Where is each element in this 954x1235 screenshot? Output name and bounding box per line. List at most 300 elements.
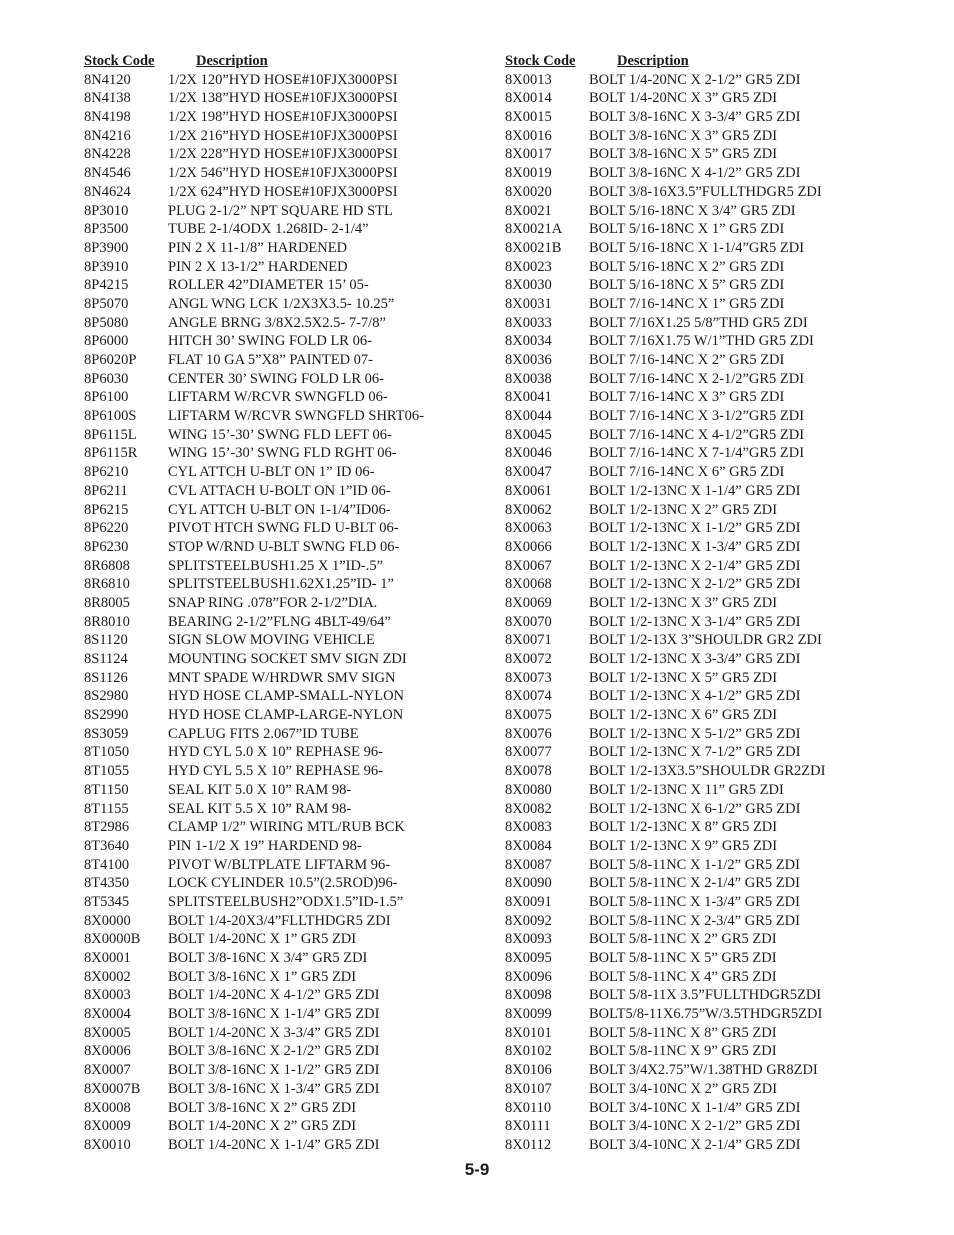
parts-row	[505, 258, 855, 277]
part-description: HYD CYL 5.0 X 10” REPHASE 96-	[168, 744, 383, 761]
stock-code: 8S3059	[84, 725, 129, 742]
parts-row	[84, 202, 464, 221]
parts-row	[84, 743, 464, 762]
part-description: CAPLUG FITS 2.067”ID TUBE	[168, 725, 359, 742]
parts-row	[84, 1024, 464, 1043]
part-description: WING 15’-30’ SWNG FLD RGHT 06-	[168, 445, 397, 462]
part-description: BOLT 5/16-18NC X 2” GR5 ZDI	[589, 258, 785, 275]
parts-column-left	[84, 52, 464, 1155]
stock-code: 8R6808	[84, 557, 130, 574]
stock-code: 8X0016	[505, 127, 552, 144]
part-description: BOLT 3/8-16NC X 1-1/4” GR5 ZDI	[168, 1006, 380, 1023]
part-description: SEAL KIT 5.5 X 10” RAM 98-	[168, 800, 352, 817]
part-description: BOLT 3/8-16NC X 2-1/2” GR5 ZDI	[168, 1043, 380, 1060]
stock-code: 8P3010	[84, 202, 129, 219]
part-description: BOLT 3/8-16X3.5”FULLTHDGR5 ZDI	[589, 183, 822, 200]
stock-code: 8X0101	[505, 1024, 552, 1041]
stock-code: 8P6211	[84, 482, 128, 499]
part-description: BOLT 5/16-18NC X 1-1/4”GR5 ZDI	[589, 239, 805, 256]
stock-code: 8X0076	[505, 725, 552, 742]
parts-row	[84, 874, 464, 893]
parts-row	[505, 968, 855, 987]
parts-row	[505, 1042, 855, 1061]
stock-code: 8P6000	[84, 333, 129, 350]
stock-code: 8X0044	[505, 408, 552, 425]
parts-row	[505, 388, 855, 407]
part-description: WING 15’-30’ SWNG FLD LEFT 06-	[168, 426, 392, 443]
part-description: CENTER 30’ SWING FOLD LR 06-	[168, 370, 385, 387]
parts-row	[84, 332, 464, 351]
stock-code: 8N4624	[84, 183, 131, 200]
stock-code: 8X0031	[505, 295, 552, 312]
stock-code: 8X0046	[505, 445, 552, 462]
parts-row	[505, 613, 855, 632]
part-description: FLAT 10 GA 5”X8” PAINTED 07-	[168, 352, 374, 368]
parts-row	[84, 89, 464, 108]
parts-row	[505, 1136, 855, 1155]
part-description: HYD HOSE CLAMP-SMALL-NYLON	[168, 688, 405, 705]
stock-code: 8X0098	[505, 987, 552, 1004]
part-description: BOLT 5/16-18NC X 3/4” GR5 ZDI	[589, 202, 796, 219]
parts-row	[84, 519, 464, 538]
part-description: BOLT 1/2-13NC X 5-1/2” GR5 ZDI	[589, 725, 801, 742]
parts-row	[84, 613, 464, 632]
part-description: BOLT 1/2-13X 3”SHOULDR GR2 ZDI	[589, 632, 822, 649]
part-description: LIFTARM W/RCVR SWNGFLD 06-	[168, 389, 388, 406]
part-description: TUBE 2-1/4ODX 1.268ID- 2-1/4”	[168, 221, 369, 238]
parts-row	[505, 332, 855, 351]
parts-row	[84, 687, 464, 706]
parts-row	[505, 912, 855, 931]
parts-row	[505, 127, 855, 146]
stock-code: 8X0090	[505, 875, 552, 892]
stock-code: 8X0006	[84, 1043, 131, 1060]
stock-code: 8P6115R	[84, 445, 138, 462]
part-description: SPLITSTEELBUSH1.62X1.25”ID- 1”	[168, 576, 394, 593]
part-description: MNT SPADE W/HRDWR SMV SIGN	[168, 669, 396, 686]
parts-row	[84, 949, 464, 968]
stock-code: 8X0091	[505, 893, 552, 910]
part-description: PLUG 2-1/2” NPT SQUARE HD STL	[168, 202, 393, 219]
parts-row	[505, 426, 855, 445]
part-description: BOLT 5/8-11NC X 2-3/4” GR5 ZDI	[589, 912, 800, 929]
part-description: BOLT 1/4-20NC X 2” GR5 ZDI	[168, 1118, 357, 1135]
stock-code: 8P6215	[84, 501, 129, 518]
description-header: Description	[617, 53, 689, 69]
part-description: BOLT 3/8-16NC X 1” GR5 ZDI	[168, 968, 357, 985]
stock-code: 8X0092	[505, 912, 552, 929]
stock-code: 8P6115L	[84, 426, 137, 443]
part-description: 1/2X 228”HYD HOSE#10FJX3000PSI	[168, 146, 398, 163]
part-description: BOLT 1/4-20NC X 2-1/2” GR5 ZDI	[589, 71, 801, 88]
part-description: ANGL WNG LCK 1/2X3X3.5- 10.25”	[168, 295, 395, 312]
parts-row	[84, 893, 464, 912]
parts-row	[505, 351, 855, 370]
parts-row	[84, 295, 464, 314]
part-description: BOLT 5/8-11NC X 1-3/4” GR5 ZDI	[589, 893, 800, 910]
stock-code: 8X0038	[505, 370, 552, 387]
stock-code: 8X0084	[505, 837, 552, 854]
parts-row	[505, 557, 855, 576]
parts-row	[505, 631, 855, 650]
parts-row	[84, 71, 464, 90]
stock-code: 8X0015	[505, 109, 552, 126]
part-description: BOLT 1/4-20X3/4”FLLTHDGR5 ZDI	[168, 912, 391, 929]
part-description: BOLT 7/16-14NC X 6” GR5 ZDI	[589, 464, 785, 481]
parts-row	[505, 818, 855, 837]
stock-code: 8X0021	[505, 202, 552, 219]
parts-row	[84, 351, 464, 370]
part-description: BOLT 3/8-16NC X 3” GR5 ZDI	[589, 127, 778, 144]
part-description: BOLT 1/2-13NC X 3” GR5 ZDI	[589, 594, 778, 611]
stock-code: 8T2986	[84, 819, 130, 836]
stock-code: 8X0083	[505, 819, 552, 836]
stock-code: 8X0000B	[84, 931, 141, 948]
stock-code: 8P6230	[84, 538, 129, 555]
parts-row	[505, 164, 855, 183]
part-description: ROLLER 42”DIAMETER 15’ 05-	[168, 277, 369, 294]
part-description: BOLT 3/4X2.75”W/1.38THD GR8ZDI	[589, 1062, 818, 1079]
stock-code: 8X0077	[505, 744, 552, 761]
stock-code: 8X0066	[505, 538, 552, 555]
part-description: BOLT 3/8-16NC X 2” GR5 ZDI	[168, 1099, 357, 1116]
stock-code: 8X0099	[505, 1006, 552, 1023]
part-description: PIVOT W/BLTPLATE LIFTARM 96-	[168, 856, 391, 873]
part-description: BOLT 7/16-14NC X 2” GR5 ZDI	[589, 352, 785, 368]
parts-row	[84, 258, 464, 277]
part-description: BOLT 1/2-13NC X 2-1/4” GR5 ZDI	[589, 557, 801, 574]
parts-row	[84, 1099, 464, 1118]
stock-code: 8X0009	[84, 1118, 131, 1135]
parts-row	[84, 930, 464, 949]
stock-code: 8X0045	[505, 426, 552, 443]
stock-code: 8X0008	[84, 1099, 131, 1116]
stock-code: 8X0087	[505, 856, 552, 873]
part-description: BOLT 5/8-11NC X 2” GR5 ZDI	[589, 931, 777, 948]
stock-code: 8T4350	[84, 875, 130, 892]
parts-row	[505, 743, 855, 762]
part-description: BOLT 3/8-16NC X 3/4” GR5 ZDI	[168, 950, 368, 966]
parts-row	[505, 202, 855, 221]
stock-code: 8X0062	[505, 501, 552, 518]
parts-row	[505, 407, 855, 426]
stock-code: 8X0007B	[84, 1080, 141, 1097]
parts-row	[505, 538, 855, 557]
parts-row	[505, 706, 855, 725]
parts-row	[84, 220, 464, 239]
part-description: SPLITSTEELBUSH2”ODX1.5”ID-1.5”	[168, 893, 404, 910]
parts-row	[84, 164, 464, 183]
part-description: BOLT 1/4-20NC X 3” GR5 ZDI	[589, 90, 778, 107]
parts-row	[84, 706, 464, 725]
stock-code: 8X0106	[505, 1062, 552, 1079]
parts-row	[505, 930, 855, 949]
part-description: BOLT 7/16-14NC X 1” GR5 ZDI	[589, 295, 785, 312]
parts-row	[505, 1080, 855, 1099]
part-description: PIN 1-1/2 X 19” HARDEND 98-	[168, 837, 362, 854]
parts-row	[84, 314, 464, 333]
part-description: BOLT 1/2-13X3.5”SHOULDR GR2ZDI	[589, 763, 826, 780]
parts-row	[505, 1099, 855, 1118]
part-description: LOCK CYLINDER 10.5”(2.5ROD)96-	[168, 875, 398, 892]
parts-row	[84, 444, 464, 463]
part-description: STOP W/RND U-BLT SWNG FLD 06-	[168, 538, 400, 555]
parts-row	[84, 407, 464, 426]
parts-row	[84, 370, 464, 389]
stock-code: 8T1150	[84, 781, 129, 798]
part-description: SNAP RING .078”FOR 2-1/2”DIA.	[168, 594, 378, 611]
parts-row	[505, 687, 855, 706]
parts-row	[505, 444, 855, 463]
part-description: BOLT 1/2-13NC X 3-1/4” GR5 ZDI	[589, 613, 801, 630]
parts-row	[505, 89, 855, 108]
parts-row	[505, 762, 855, 781]
parts-row	[505, 874, 855, 893]
parts-row	[84, 1042, 464, 1061]
part-description: BOLT 7/16-14NC X 3” GR5 ZDI	[589, 389, 785, 406]
parts-row	[505, 519, 855, 538]
stock-code-header: Stock Code	[84, 53, 155, 69]
part-description: BOLT 7/16-14NC X 7-1/4”GR5 ZDI	[589, 445, 805, 462]
stock-code: 8S2980	[84, 688, 129, 705]
stock-code: 8P6220	[84, 520, 129, 537]
part-description: MOUNTING SOCKET SMV SIGN ZDI	[168, 651, 407, 667]
part-description: BOLT 5/16-18NC X 1” GR5 ZDI	[589, 221, 785, 238]
parts-row	[84, 1005, 464, 1024]
stock-code: 8T1055	[84, 763, 130, 780]
stock-code: 8X0033	[505, 314, 552, 331]
stock-code: 8X0063	[505, 520, 552, 537]
parts-row	[84, 781, 464, 800]
part-description: ANGLE BRNG 3/8X2.5X2.5- 7-7/8”	[168, 314, 386, 331]
stock-code: 8S1126	[84, 669, 128, 686]
stock-code: 8X0001	[84, 950, 131, 966]
parts-row	[505, 949, 855, 968]
part-description: BOLT 1/2-13NC X 3-3/4” GR5 ZDI	[589, 651, 801, 667]
part-description: BOLT 3/4-10NC X 2-1/4” GR5 ZDI	[589, 1136, 801, 1153]
part-description: CYL ATTCH U-BLT ON 1” ID 06-	[168, 464, 375, 481]
part-description: BOLT 3/4-10NC X 2” GR5 ZDI	[589, 1080, 778, 1097]
parts-row	[84, 1080, 464, 1099]
parts-row	[505, 986, 855, 1005]
part-description: 1/2X 198”HYD HOSE#10FJX3000PSI	[168, 109, 398, 126]
stock-code: 8P6100	[84, 389, 129, 406]
parts-row	[84, 669, 464, 688]
part-description: BOLT 7/16-14NC X 3-1/2”GR5 ZDI	[589, 408, 805, 425]
stock-code: 8X0061	[505, 482, 552, 499]
part-description: 1/2X 138”HYD HOSE#10FJX3000PSI	[168, 90, 398, 107]
parts-row	[505, 482, 855, 501]
stock-code: 8X0075	[505, 707, 552, 724]
parts-row	[84, 986, 464, 1005]
stock-code: 8N4198	[84, 109, 131, 126]
stock-code: 8X0112	[505, 1136, 552, 1153]
stock-code: 8X0093	[505, 931, 552, 948]
stock-code: 8X0020	[505, 183, 552, 200]
part-description: CYL ATTCH U-BLT ON 1-1/4”ID06-	[168, 501, 391, 518]
parts-row	[84, 482, 464, 501]
stock-code: 8N4138	[84, 90, 131, 107]
stock-code: 8T1155	[84, 800, 129, 817]
parts-row	[84, 594, 464, 613]
parts-row	[84, 1061, 464, 1080]
parts-row	[84, 912, 464, 931]
stock-code: 8T3640	[84, 837, 130, 854]
stock-code: 8X0096	[505, 968, 552, 985]
part-description: BOLT 3/8-16NC X 5” GR5 ZDI	[589, 146, 778, 163]
parts-column-right	[505, 52, 855, 1155]
stock-code: 8S1120	[84, 632, 128, 649]
stock-code: 8T5345	[84, 893, 130, 910]
stock-code: 8X0068	[505, 576, 552, 593]
part-description: LIFTARM W/RCVR SWNGFLD SHRT06-	[168, 408, 424, 425]
stock-code: 8X0071	[505, 632, 552, 649]
part-description: BOLT 7/16-14NC X 4-1/2”GR5 ZDI	[589, 426, 805, 443]
parts-row	[84, 650, 464, 669]
parts-row	[84, 800, 464, 819]
parts-row	[505, 463, 855, 482]
parts-row	[505, 893, 855, 912]
part-description: BOLT 5/8-11NC X 2-1/4” GR5 ZDI	[589, 875, 800, 892]
part-description: BOLT 3/8-16NC X 1-1/2” GR5 ZDI	[168, 1062, 380, 1079]
part-description: BOLT 1/2-13NC X 8” GR5 ZDI	[589, 819, 778, 836]
parts-row	[84, 725, 464, 744]
part-description: PIN 2 X 13-1/2” HARDENED	[168, 258, 348, 275]
part-description: BOLT 5/16-18NC X 5” GR5 ZDI	[589, 277, 785, 294]
stock-code: 8X0019	[505, 165, 552, 182]
part-description: BOLT 1/2-13NC X 2-1/2” GR5 ZDI	[589, 576, 801, 593]
parts-row	[505, 370, 855, 389]
stock-code: 8P5080	[84, 314, 129, 331]
parts-row	[84, 127, 464, 146]
page-number: 5-9	[464, 1160, 490, 1179]
stock-code: 8X0021B	[505, 239, 562, 256]
stock-code: 8S2990	[84, 707, 129, 724]
part-description: BOLT 3/8-16NC X 1-3/4” GR5 ZDI	[168, 1080, 380, 1097]
parts-row	[84, 557, 464, 576]
part-description: BOLT 5/8-11NC X 9” GR5 ZDI	[589, 1043, 777, 1060]
stock-code: 8X0047	[505, 464, 552, 481]
parts-row	[505, 669, 855, 688]
part-description: BOLT 3/8-16NC X 4-1/2” GR5 ZDI	[589, 165, 801, 182]
part-description: 1/2X 216”HYD HOSE#10FJX3000PSI	[168, 127, 398, 144]
part-description: BOLT 3/4-10NC X 2-1/2” GR5 ZDI	[589, 1118, 801, 1135]
part-description: 1/2X 546”HYD HOSE#10FJX3000PSI	[168, 165, 398, 182]
stock-code: 8P3910	[84, 258, 129, 275]
stock-code: 8P5070	[84, 295, 129, 312]
parts-row	[84, 276, 464, 295]
parts-row	[84, 239, 464, 258]
parts-row	[505, 239, 855, 258]
stock-code: 8R6810	[84, 576, 130, 593]
part-description: BOLT 1/4-20NC X 4-1/2” GR5 ZDI	[168, 987, 380, 1004]
part-description: BOLT 1/2-13NC X 2” GR5 ZDI	[589, 501, 778, 518]
parts-row	[84, 1117, 464, 1136]
stock-code: 8R8005	[84, 594, 130, 611]
part-description: BOLT 1/2-13NC X 6-1/2” GR5 ZDI	[589, 800, 801, 817]
stock-code: 8P6100S	[84, 408, 137, 425]
stock-code: 8P6020P	[84, 352, 137, 368]
parts-row	[84, 538, 464, 557]
stock-code: 8X0003	[84, 987, 131, 1004]
part-description: BOLT 1/2-13NC X 4-1/2” GR5 ZDI	[589, 688, 801, 705]
part-description: 1/2X 624”HYD HOSE#10FJX3000PSI	[168, 183, 398, 200]
part-description: BOLT 1/2-13NC X 6” GR5 ZDI	[589, 707, 778, 724]
column-header	[84, 52, 464, 71]
parts-row	[505, 314, 855, 333]
stock-code: 8X0030	[505, 277, 552, 294]
stock-code: 8X0036	[505, 352, 552, 368]
parts-row	[84, 856, 464, 875]
stock-code: 8X0080	[505, 781, 552, 798]
stock-code: 8X0041	[505, 389, 552, 406]
stock-code: 8X0095	[505, 950, 552, 966]
parts-row	[505, 837, 855, 856]
part-description: BOLT 1/2-13NC X 1-3/4” GR5 ZDI	[589, 538, 801, 555]
stock-code: 8X0082	[505, 800, 552, 817]
parts-row	[505, 1117, 855, 1136]
part-description: BOLT 1/4-20NC X 3-3/4” GR5 ZDI	[168, 1024, 380, 1041]
stock-code: 8P3900	[84, 239, 129, 256]
part-description: BOLT 1/2-13NC X 5” GR5 ZDI	[589, 669, 778, 686]
parts-row	[505, 276, 855, 295]
parts-row	[84, 631, 464, 650]
part-description: BOLT5/8-11X6.75”W/3.5THDGR5ZDI	[589, 1006, 823, 1023]
part-description: BOLT 5/8-11NC X 8” GR5 ZDI	[589, 1024, 777, 1041]
part-description: BOLT 5/8-11NC X 5” GR5 ZDI	[589, 950, 777, 966]
parts-row	[84, 388, 464, 407]
parts-row	[84, 183, 464, 202]
parts-row	[505, 108, 855, 127]
part-description: HYD CYL 5.5 X 10” REPHASE 96-	[168, 763, 383, 780]
stock-code: 8N4546	[84, 165, 131, 182]
parts-row	[505, 594, 855, 613]
stock-code: 8N4120	[84, 71, 131, 88]
part-description: BOLT 5/8-11NC X 4” GR5 ZDI	[589, 968, 777, 985]
parts-row	[505, 501, 855, 520]
stock-code: 8P6030	[84, 370, 129, 387]
part-description: BOLT 1/2-13NC X 7-1/2” GR5 ZDI	[589, 744, 801, 761]
stock-code: 8X0110	[505, 1099, 552, 1116]
column-header	[505, 52, 855, 71]
parts-row	[505, 725, 855, 744]
stock-code: 8T1050	[84, 744, 130, 761]
part-description: HITCH 30’ SWING FOLD LR 06-	[168, 333, 372, 350]
part-description: BOLT 7/16X1.25 5/8”THD GR5 ZDI	[589, 314, 808, 331]
description-header: Description	[196, 53, 268, 69]
parts-row	[505, 183, 855, 202]
parts-row	[505, 295, 855, 314]
part-description: BOLT 3/8-16NC X 3-3/4” GR5 ZDI	[589, 109, 801, 126]
part-description: BEARING 2-1/2”FLNG 4BLT-49/64”	[168, 613, 391, 630]
stock-code: 8P4215	[84, 277, 129, 294]
parts-row	[84, 426, 464, 445]
stock-code: 8X0013	[505, 71, 552, 88]
parts-row	[505, 1061, 855, 1080]
parts-row	[84, 145, 464, 164]
part-description: BOLT 1/4-20NC X 1-1/4” GR5 ZDI	[168, 1136, 380, 1153]
stock-code: 8S1124	[84, 651, 128, 667]
parts-row	[84, 968, 464, 987]
parts-row	[505, 145, 855, 164]
stock-code: 8X0073	[505, 669, 552, 686]
part-description: CVL ATTACH U-BOLT ON 1”ID 06-	[168, 482, 391, 499]
parts-row	[84, 463, 464, 482]
parts-row	[505, 1024, 855, 1043]
parts-row	[505, 800, 855, 819]
part-description: BOLT 7/16X1.75 W/1”THD GR5 ZDI	[589, 333, 814, 350]
stock-code: 8X0007	[84, 1062, 131, 1079]
